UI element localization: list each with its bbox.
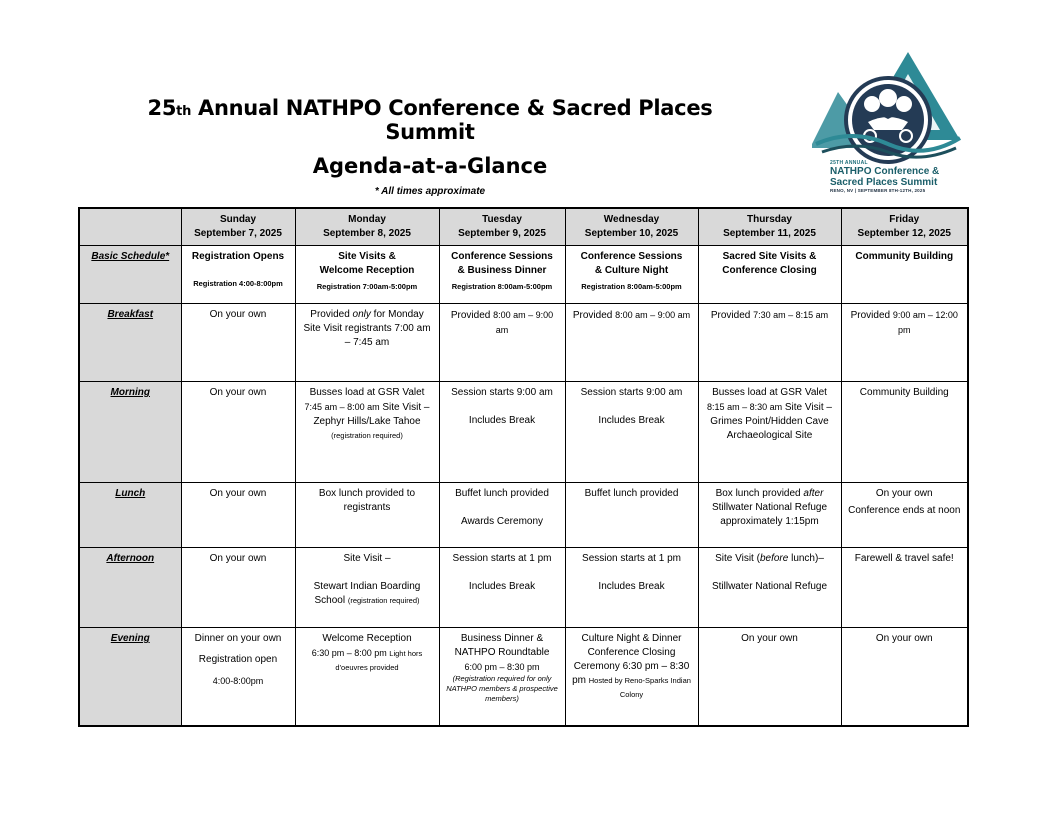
cell-afternoon-sunday: On your own (181, 548, 295, 628)
cell-basic-monday: Site Visits & Welcome Reception Registration 7:00am-5:00pm (295, 246, 439, 304)
title-number: 25 (147, 96, 177, 120)
cell-evening-wednesday: Culture Night & Dinner Conference Closing Ceremony 6:30 pm – 8:30 pm Hosted by Reno-Sparks Indian Colony (565, 628, 698, 726)
cell-lunch-wednesday: Buffet lunch provided (565, 483, 698, 548)
day-header-tuesday: Tuesday September 9, 2025 (439, 208, 565, 246)
logo-small-line: 25TH ANNUAL (830, 160, 868, 166)
cell-morning-thursday: Busses load at GSR Valet 8:15 am – 8:30 am Site Visit – Grimes Point/Hidden Cave Archaeological Site (698, 382, 841, 483)
cell-evening-monday: Welcome Reception 6:30 pm – 8:00 pm Light hors d'oeuvres provided (295, 628, 439, 726)
cell-lunch-tuesday: Buffet lunch provided Awards Ceremony (439, 483, 565, 548)
page-subtitle: Agenda-at-a-Glance (312, 154, 548, 178)
cell-lunch-sunday: On your own (181, 483, 295, 548)
cell-morning-monday: Busses load at GSR Valet 7:45 am – 8:00 am Site Visit – Zephyr Hills/Lake Tahoe (registration required) (295, 382, 439, 483)
cell-lunch-thursday: Box lunch provided after Stillwater National Refuge approximately 1:15pm (698, 483, 841, 548)
row-lunch (79, 483, 968, 548)
cell-afternoon-wednesday: Session starts at 1 pm Includes Break (565, 548, 698, 628)
cell-morning-tuesday: Session starts 9:00 am Includes Break (439, 382, 565, 483)
day-header-friday: Friday September 12, 2025 (841, 208, 968, 246)
header-corner (79, 208, 181, 246)
cell-basic-thursday: Sacred Site Visits & Conference Closing (698, 246, 841, 304)
cell-breakfast-monday: Provided only for Monday Site Visit registrants 7:00 am – 7:45 am (295, 304, 439, 382)
header (100, 96, 760, 197)
cell-breakfast-tuesday: Provided 8:00 am – 9:00 am (439, 304, 565, 382)
cell-breakfast-wednesday: Provided 8:00 am – 9:00 am (565, 304, 698, 382)
page-title (100, 96, 760, 144)
row-label-basic: Basic Schedule* (79, 246, 181, 304)
row-label-evening: Evening (79, 628, 181, 726)
cell-lunch-friday: On your own Conference ends at noon (841, 483, 968, 548)
row-breakfast (79, 304, 968, 382)
cell-breakfast-friday: Provided 9:00 am – 12:00 pm (841, 304, 968, 382)
logo-line-2: Sacred Places Summit (830, 177, 938, 188)
cell-breakfast-thursday: Provided 7:30 am – 8:15 am (698, 304, 841, 382)
times-note: * All times approximate (374, 186, 486, 197)
agenda-table (78, 207, 969, 727)
row-label-afternoon: Afternoon (79, 548, 181, 628)
logo-line-1: NATHPO Conference & (830, 166, 940, 177)
day-header-sunday: Sunday September 7, 2025 (181, 208, 295, 246)
row-evening (79, 628, 968, 726)
cell-afternoon-monday: Site Visit – Stewart Indian Boarding School (registration required) (295, 548, 439, 628)
row-afternoon (79, 548, 968, 628)
logo-date-line: RENO, NV | SEPTEMBER 8TH-12TH, 2025 (830, 188, 926, 193)
cell-afternoon-friday: Farewell & travel safe! (841, 548, 968, 628)
cell-evening-tuesday: Business Dinner & NATHPO Roundtable 6:00 pm – 8:30 pm (Registration required for only NATHPO members & prospective members) (439, 628, 565, 726)
row-label-morning: Morning (79, 382, 181, 483)
row-label-lunch: Lunch (79, 483, 181, 548)
cell-basic-tuesday: Conference Sessions & Business Dinner Registration 8:00am-5:00pm (439, 246, 565, 304)
cell-basic-sunday: Registration Opens Registration 4:00-8:00pm (181, 246, 295, 304)
cell-afternoon-tuesday: Session starts at 1 pm Includes Break (439, 548, 565, 628)
title-ordinal: th (176, 104, 192, 119)
day-header-monday: Monday September 8, 2025 (295, 208, 439, 246)
title-text: Annual NATHPO Conference & Sacred Places Summit (191, 96, 713, 144)
cell-evening-thursday: On your own (698, 628, 841, 726)
row-morning (79, 382, 968, 483)
cell-basic-wednesday: Conference Sessions & Culture Night Registration 8:00am-5:00pm (565, 246, 698, 304)
row-basic-schedule (79, 246, 968, 304)
cell-breakfast-sunday: On your own (181, 304, 295, 382)
cell-lunch-monday: Box lunch provided to registrants (295, 483, 439, 548)
cell-morning-sunday: On your own (181, 382, 295, 483)
cell-morning-wednesday: Session starts 9:00 am Includes Break (565, 382, 698, 483)
row-label-breakfast: Breakfast (79, 304, 181, 382)
cell-afternoon-thursday: Site Visit (before lunch)– Stillwater National Refuge (698, 548, 841, 628)
cell-evening-sunday: Dinner on your own Registration open 4:00-8:00pm (181, 628, 295, 726)
table-header-row (79, 208, 968, 246)
cell-evening-friday: On your own (841, 628, 968, 726)
cell-morning-friday: Community Building (841, 382, 968, 483)
day-header-thursday: Thursday September 11, 2025 (698, 208, 841, 246)
cell-basic-friday: Community Building (841, 246, 968, 304)
day-header-wednesday: Wednesday September 10, 2025 (565, 208, 698, 246)
logo-text (830, 160, 970, 193)
